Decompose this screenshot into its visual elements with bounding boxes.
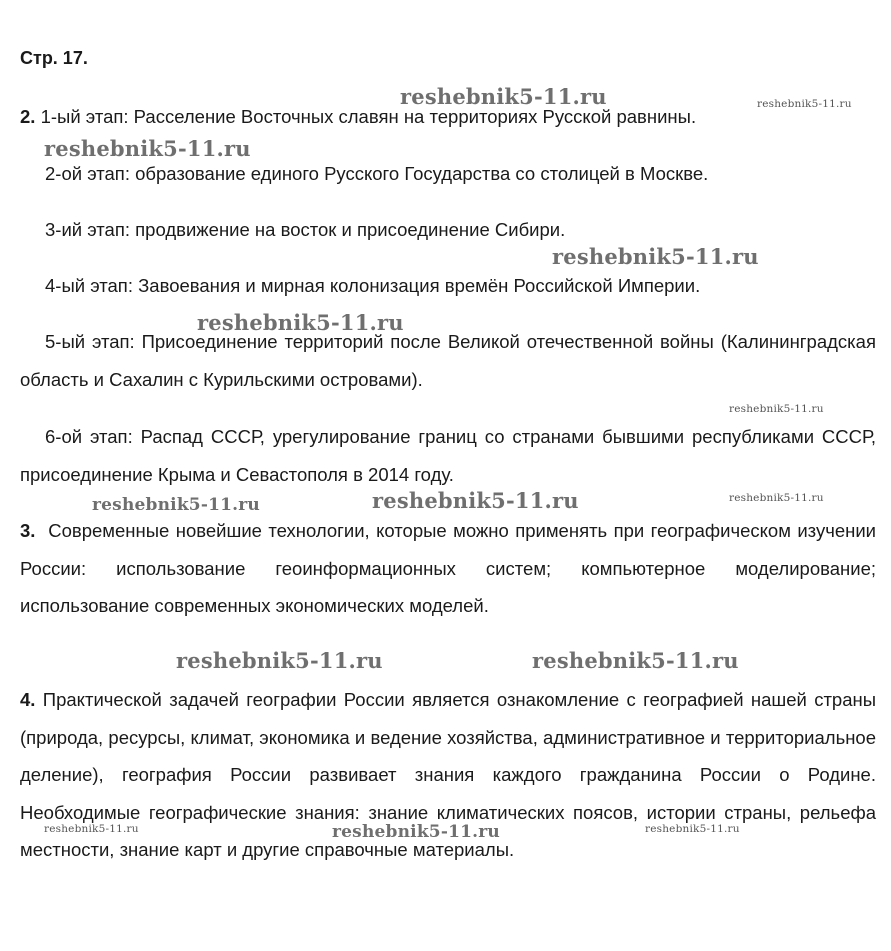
task4-number: 4.: [20, 689, 36, 710]
watermark: reshebnik5-11.ru: [44, 136, 251, 161]
task2-number: 2.: [20, 106, 36, 127]
watermark: reshebnik5-11.ru: [332, 822, 500, 842]
task2-stage1-text: 1-ый этап: Расселение Восточных славян на территориях Русской равнины.: [40, 106, 697, 127]
task3-number: 3.: [20, 520, 36, 541]
watermark: reshebnik5-11.ru: [729, 492, 824, 504]
watermark: reshebnik5-11.ru: [176, 648, 383, 673]
task4-text: Практической задачей географии России является ознакомление с географией нашей страны (природа, ресурсы, климат, экономика и ведение хозяйства, административное и территориальное деление), география России развивает знания каждого гражданина России о Родине. Необходимые географические знания: знание климатических поясов, истории страны, рельефа местности, знание карт и другие справочные материалы.: [20, 689, 877, 860]
task3-paragraph: [20, 512, 876, 625]
watermark: reshebnik5-11.ru: [757, 98, 852, 110]
task2-stage6: 6-ой этап: Распад СССР, урегулирование границ со странами бывшими республиками СССР, присоединение Крыма и Севастополя в 2014 году.: [20, 426, 876, 485]
page-label: Стр. 17.: [20, 48, 88, 68]
task2-stage4: 4-ый этап: Завоевания и мирная колонизация времён Российской Империи.: [45, 275, 701, 296]
watermark: reshebnik5-11.ru: [729, 403, 824, 415]
watermark: reshebnik5-11.ru: [400, 84, 607, 109]
task2-stage2: 2-ой этап: образование единого Русского Государства со столицей в Москве.: [45, 163, 709, 184]
watermark: reshebnik5-11.ru: [552, 244, 759, 269]
task3-text: Современные новейшие технологии, которые можно применять при географическом изучении России: использование геоинформационных систем; компьютерное моделирование; использование современных экономических моделей.: [20, 520, 877, 616]
task2-stage3: 3-ий этап: продвижение на восток и присоединение Сибири.: [45, 219, 566, 240]
watermark: reshebnik5-11.ru: [645, 823, 740, 835]
task2-stage5: 5-ый этап: Присоединение территорий после Великой отечественной войны (Калининградская область и Сахалин с Курильскими островами).: [20, 331, 876, 390]
watermark: reshebnik5-11.ru: [372, 488, 579, 513]
watermark: reshebnik5-11.ru: [197, 310, 404, 335]
watermark: reshebnik5-11.ru: [44, 823, 139, 835]
watermark: reshebnik5-11.ru: [92, 495, 260, 515]
watermark: reshebnik5-11.ru: [532, 648, 739, 673]
